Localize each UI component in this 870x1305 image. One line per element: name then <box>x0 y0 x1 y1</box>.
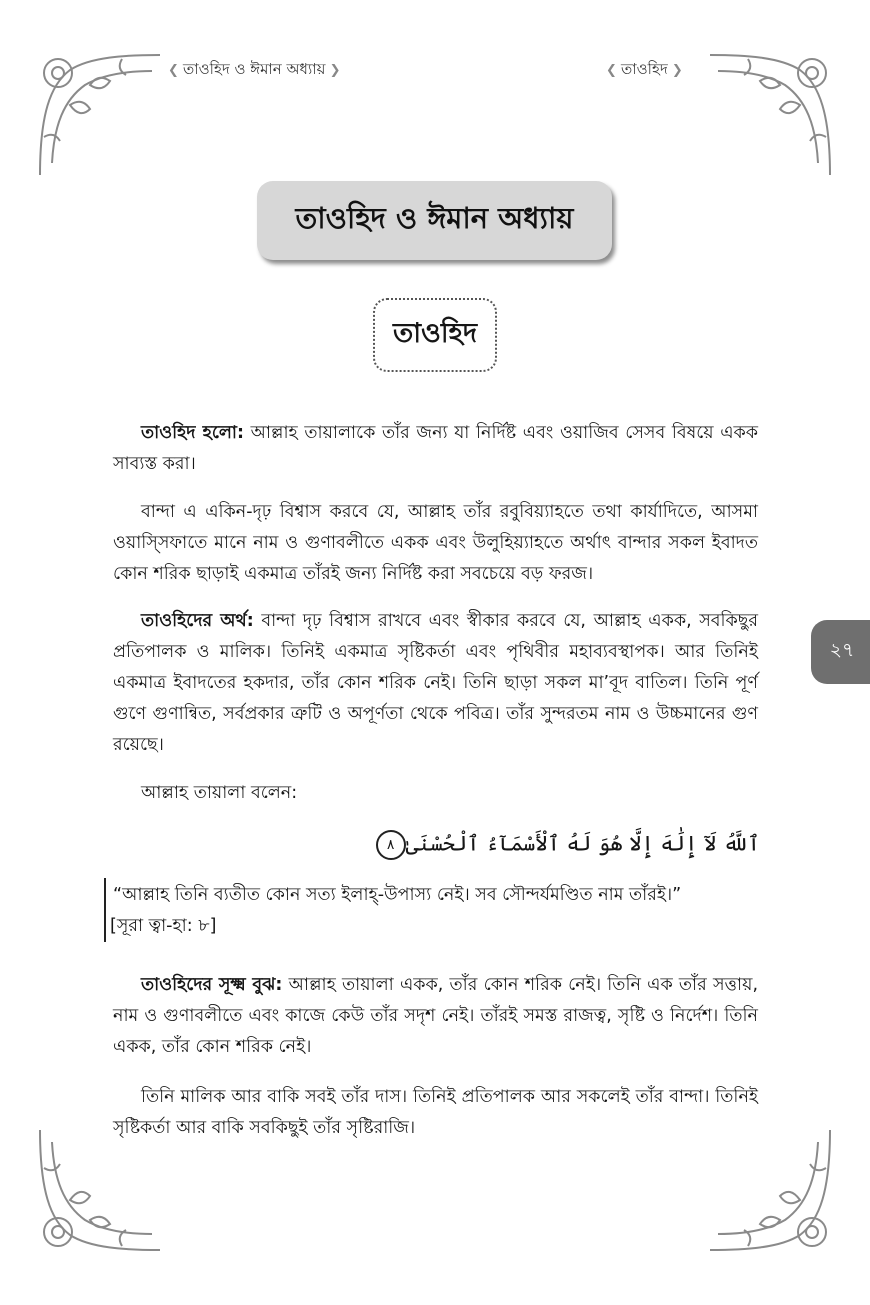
paragraph-label: তাওহিদের অর্থ: <box>141 611 254 631</box>
header-ornament-icon: ❯ <box>325 63 341 78</box>
paragraph-text: বান্দা এ একিন-দৃঢ় বিশ্বাস করবে যে, আল্লাহ তাঁর রবুবিয়্যাহতে তথা কার্যাদিতে, আসমা ওয়াস্সিফাতে মানে নাম ও গুণাবলীতে একক এবং উলুহিয়্যাহতে অর্থাৎ বান্দার সকল ইবাদত কোন শরিক ছাড়াই একমাত্র তাঁরই জন্য নির্দিষ্ট করা সবচেয়ে বড় ফরজ। <box>113 502 758 584</box>
running-header-left <box>168 58 340 83</box>
paragraph-text: আল্লাহ তায়ালাকে তাঁর জন্য যা নির্দিষ্ট এবং ওয়াজিব সেসব বিষয়ে একক সাব্যস্ত করা। <box>113 423 758 474</box>
header-ornament-icon: ❮ <box>168 63 184 78</box>
running-header-left-text: তাওহিদ ও ঈমান অধ্যায় <box>183 60 326 78</box>
page-number-tab <box>811 620 870 684</box>
paragraph-explanation <box>113 497 758 590</box>
verse-number-badge: ٨ <box>376 830 406 860</box>
verse-translation: “আল্লাহ তিনি ব্যতীত কোন সত্য ইলাহ্-উপাস্য নেই। সব সৌন্দর্যমণ্ডিত নাম তাঁরই।” <box>113 885 682 905</box>
paragraph-definition <box>113 418 758 480</box>
paragraph-text: আল্লাহ তায়ালা একক, তাঁর কোন শরিক নেই। তিনি এক তাঁর সত্তায়, নাম ও গুণাবলীতে এবং কাজে কেউ তাঁর সদৃশ নেই। তাঁরই সমস্ত রাজত্ব, সৃষ্টি ও নির্দেশ। তিনি একক, তাঁর কোন শরিক নেই। <box>113 975 759 1057</box>
quote-bar <box>104 878 106 942</box>
chapter-title: তাওহিদ ও ঈমান অধ্যায় <box>295 201 574 235</box>
paragraph-allah-says <box>113 778 758 809</box>
running-header-right <box>606 58 683 83</box>
paragraph-label: তাওহিদ হলো: <box>141 423 244 443</box>
running-header-right-text: তাওহিদ <box>621 60 668 78</box>
paragraph-subtle-understanding <box>113 970 758 1063</box>
section-title-box <box>373 298 497 372</box>
header-ornament-icon: ❯ <box>667 63 683 78</box>
section-title: তাওহিদ <box>392 317 478 349</box>
arabic-verse <box>386 830 760 866</box>
paragraph-text: আল্লাহ তায়ালা বলেন: <box>141 783 298 803</box>
paragraph-meaning <box>113 606 758 761</box>
header-ornament-icon: ❮ <box>606 63 622 78</box>
corner-ornament-icon <box>30 45 170 185</box>
verse-reference: [সূরা ত্বা-হা: ৮] <box>110 916 217 936</box>
paragraph-label: তাওহিদের সূক্ষ্ম বুঝ: <box>141 975 283 995</box>
paragraph-master-servant <box>113 1082 758 1144</box>
paragraph-text: তিনি মালিক আর বাকি সবই তাঁর দাস। তিনিই প্রতিপালক আর সকলেই তাঁর বান্দা। তিনিই সৃষ্টিকর্তা আর বাকি সবকিছুই তাঁর সৃষ্টিরাজি। <box>113 1087 758 1138</box>
paragraph-text: বান্দা দৃঢ় বিশ্বাস রাখবে এবং স্বীকার করবে যে, আল্লাহ একক, সবকিছুর প্রতিপালক ও মালিক। তিনিই একমাত্র সৃষ্টিকর্তা এবং পৃথিবীর মহাব্যবস্থাপক। আর তিনিই একমাত্র ইবাদতের হকদার, তাঁর কোন শরিক নেই। তিনি ছাড়া সকল মা’বূদ বাতিল। তিনি পূর্ণ গুণে গুণান্বিত, সর্বপ্রকার ত্রুটি ও অপূর্ণতা থেকে পবিত্র। তাঁর সুন্দরতম নাম ও উচ্চমানের গুণ রয়েছে। <box>113 611 759 755</box>
page-number: ২৭ <box>829 639 855 661</box>
arabic-verse-text: ٱللَّهُ لَآ إِلَٰهَ إِلَّا هُوَ لَهُ ٱلْأَسْمَآءُ ٱلْحُسْنَىٰ <box>405 831 760 856</box>
chapter-title-box <box>257 181 612 260</box>
corner-ornament-icon <box>700 45 840 185</box>
